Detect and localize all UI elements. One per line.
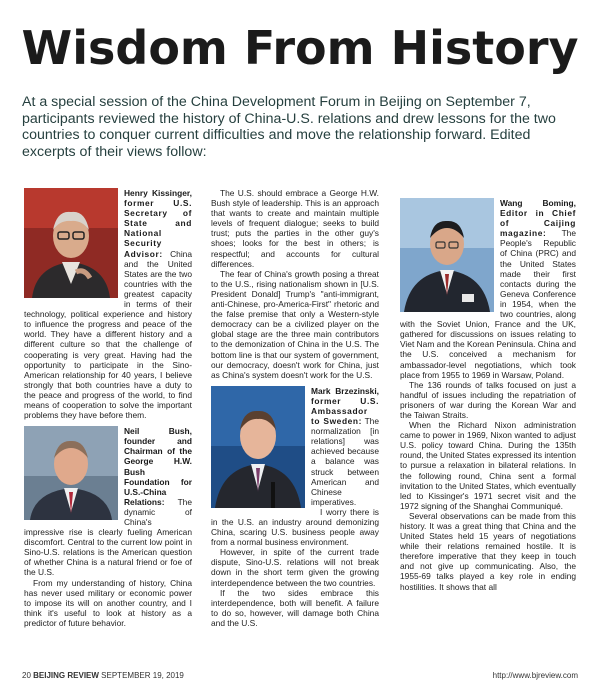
brzezinski-text-2: I worry there is in the U.S. an industry around demonizing China, scaring U.S. business people away from a normal business environment. [211, 506, 379, 548]
wang-text-1: The People's Republic of China (PRC) and the United States made their first contacts during the Geneva Conference in 1954, when the two countries, along with the Soviet Union, France and the UK, gathered for discussions on issues relating to Viet Nam and the Korean Peninsula. China and the U.S. conceived a mechanism for ambassador-level negotiations, which took place from 1955 to 1969 in Warsaw, Poland. [400, 228, 576, 380]
brzezinski-text-4: If the two sides embrace this interdependence, both will benefit. A failure to do so, however, will damage both China and the U.S. [211, 587, 379, 628]
page-number: 20 [22, 671, 31, 680]
brzezinski-text-3: However, in spite of the current trade dispute, Sino-U.S. relations will not break down in the short term given the growing interdependence between the two countries. [211, 547, 379, 588]
wang-photo [400, 198, 494, 312]
wang-text-2: The 136 rounds of talks focused on just a handful of issues including the repatriation of prisoners of war during the Korean War and the Taiwan Straits. [400, 379, 576, 420]
article-title: Wisdom From History [21, 21, 579, 75]
wang-name: Wang Boming, [500, 198, 576, 208]
brzezinski-name: Mark Brzezinski, [311, 385, 379, 396]
issue-date: SEPTEMBER 19, 2019 [101, 671, 184, 680]
article-deck: At a special session of the China Development Forum in Beijing on September 7, participants reviewed the history of China-U.S. relations and drew lessons for the two countries to conquer current difficulties and move the relationship forward. Edited excerpts of their views follow: [22, 94, 556, 160]
kissinger-text: China and the United States are the two countries with the greatest capacity in terms of their technology, political experience and history to influence the progress and peace of the world. They have a different history and a different culture so that the challenge of cooperating is very great. Having had the opportunity to participate in the Sino-American relationship for 40 years, I believe strongly that both countries have a duty to the peace and progress of the world, to find means of cooperation to solve the important problems they have before them. [24, 248, 192, 421]
bush-text-1: The dynamic of China's impressive rise is clearly fueling American discomfort. Central to the current low point in Sino-U.S. relations is the American question of whether China is a natural friend or foe of the U.S. [24, 496, 192, 578]
kissinger-role: former U.S. Secretary of State and National Security Advisor: [124, 198, 192, 259]
wang-role: Editor in Chief of Caijing magazine: [500, 208, 576, 239]
bush-text-2: From my understanding of history, China has never used military or economic power to impose its will on another country, and I think it's useful to look at history as a predictor of future behavior. [24, 577, 192, 628]
magazine-url[interactable]: http://www.bjreview.com [492, 671, 578, 680]
magazine-name: BEIJING REVIEW [33, 671, 99, 680]
bush-name: Neil Bush, founder and Chairman of the George H.W. Bush Foundation for U.S.-China Relations: [124, 426, 192, 507]
column-3 [400, 188, 576, 592]
wang-text-3: When the Richard Nixon administration came to power in 1969, Nixon wanted to adjust U.S. policy toward China. During the 135th round, the United States expressed its intention to pursue a relaxation in bilateral relations. In the following round, China sent a formal invitation to the United States, which eventually led to Kissinger's 1971 secret visit and the 1972 signing of the Shanghai Communiqué. [400, 420, 576, 511]
page-footer [0, 671, 600, 685]
wang-text-4: Several observations can be made from this history. It was a great thing that China and the United States held 15 years of negotiations while their relations remained hostile. It is therefore imperative that they keep in touch and not give up communicating. Also, the 1955-69 talks played a key role in ending hostilities. It shows that all [400, 510, 576, 592]
kissinger-photo [24, 188, 118, 298]
bush-text-3: The U.S. should embrace a George H.W. Bush style of leadership. This is an approach that wants to create and maintain multiple levels of frequent dialogue; seeks to build trust; puts the parties in the other guy's shoes; looks for the best in others; is respectful; and accounts for cultural differences. [211, 188, 379, 269]
bush-text-4: The fear of China's growth posing a threat to the U.S., rising nationalism shown in [U.S. President Donald] Trump's "anti-immigrant, anti-Chinese, pro-America-First" rhetoric and the false premise that only a Western-style democracy can be a civilized player on the global stage are the three main contributors to the demonization of China in the U.S. The bottom line is that our system of government, our democracy, doesn't work for China, just as China's system doesn't work for the U.S. [211, 268, 379, 380]
brzezinski-role: former U.S. Ambassador to Sweden: [311, 395, 379, 427]
brzezinski-photo [211, 386, 305, 508]
brzezinski-text-1: The normalization [in relations] was achieved because a balance was struck between American and Chinese imperatives. [311, 416, 379, 507]
column-1 [24, 188, 192, 628]
kissinger-name: Henry Kissinger, [124, 188, 192, 198]
bush-photo [24, 426, 118, 520]
column-2 [211, 188, 379, 628]
